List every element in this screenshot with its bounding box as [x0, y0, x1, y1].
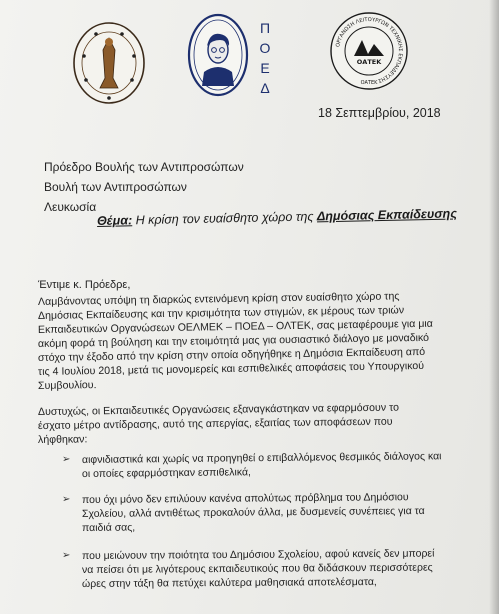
- paragraph-line: Δυστυχώς, οι Εκπαιδευτικές Οργανώσεις εξαναγκάστηκαν να εφαρμόσουν το: [37, 401, 400, 418]
- paragraph-line: ακόμη φορά τη βούληση και την ετοιμότητά μας για ουσιαστικό διάλογο με μοναδικό: [37, 331, 430, 350]
- letter-subject: [97, 206, 457, 228]
- bullet-line: ώρες στην τάξη θα πετύχει καλύτερα μαθησιακά αποτελέσματα,: [81, 575, 377, 590]
- bullet-line: οι οποίες εφαρμόστηκαν εσπιθελικά,: [81, 466, 251, 480]
- paragraph-line: λήφθηκαν:: [37, 433, 88, 446]
- paragraph-line: Συμβουλίου.: [37, 379, 97, 392]
- recipient-line: Λευκωσία: [44, 200, 97, 214]
- subject-label: Θέμα:: [96, 213, 133, 228]
- oatek-seal-logo: [328, 10, 410, 92]
- paragraph-line: τις 4 Ιουλίου 2018, μετά τις μονομερείς και εσπιθελικές αποφάσεις του Υπουργικού: [37, 359, 425, 378]
- page-shadow: [489, 0, 499, 614]
- recipient-line: Πρόεδρο Βουλής των Αντιπροσώπων: [44, 160, 244, 174]
- oatek-bottom-text: ΟΑΤΕΚ: [360, 80, 378, 86]
- poed-letter: Ο: [259, 40, 271, 56]
- oatek-ring-text: ΟΡΓΑΝΩΣΗ ΛΕΙΤΟΥΡΓΩΝ ΤΕΧΝΙΚΗΣ ΕΚΠΑΙΔΕΥΣΗΣ: [335, 16, 404, 84]
- poed-letters: [254, 18, 276, 98]
- paragraph-line: Λαμβάνοντας υπόψη τη διαρκώς εντεινόμενη κρίση στον ευαίσθητο χώρο της: [37, 290, 400, 308]
- oatek-logo-text: ΟΑΤΕΚ: [356, 58, 382, 66]
- salutation: Έντιμε κ. Πρόεδρε,: [38, 279, 131, 291]
- subject-emphasis: Δημόσιας Εκπαίδευσης: [316, 206, 458, 224]
- bullet-line: να πείσει ότι με λιγότερους εκπαιδευτικούς που θα διδάσκουν περισσότερες: [81, 561, 433, 576]
- bullet-line: Σχολείου, αλλά αντιθέτως προκαλούν άλλα, με δυσμενείς συνέπειες για τα: [81, 505, 425, 520]
- bullet-line: που όχι μόνο δεν επιλύουν κανένα απολύτως πρόβλημα του Δημόσιου: [81, 491, 409, 506]
- paragraph-line: Εκπαιδευτικών Οργανώσεων ΟΕΛΜΕΚ – ΠΟΕΔ – ΟΛΤΕΚ, σας μεταφέρουμε για μια: [37, 317, 433, 336]
- subject-text: Η κρίση τον ευαίσθητο χώρο της: [132, 209, 318, 228]
- bullet-line: που μειώνουν την ποιότητα του Δημόσιου Σχολείου, αφού κανείς δεν μπορεί: [81, 547, 435, 562]
- letter-date: 18 Σεπτεμβρίου, 2018: [318, 106, 441, 120]
- poed-letter: Ε: [260, 60, 270, 76]
- bullet-arrow-icon: ➢: [62, 550, 71, 561]
- poed-letter: Π: [259, 20, 271, 36]
- paragraph-line: έσχατο μέτρο αντίδρασης, αυτό της απεργίας, εξαιτίας των αποφάσεων που: [37, 415, 393, 432]
- paragraph-line: Δημόσιας Εκπαίδευσης και την κρισιμότητα των στιγμών, εκ μέρους των τριών: [37, 304, 405, 322]
- recipient-line: Βουλή των Αντιπροσώπων: [44, 180, 187, 194]
- bullet-arrow-icon: ➢: [62, 494, 71, 505]
- bullet-line: παιδιά σας,: [81, 521, 136, 534]
- paragraph-line: στόχο την έξοδο από την κρίση στην οποία οδηγήθηκε η Δημόσια Εκπαίδευση από: [37, 345, 426, 364]
- bullet-line: αιφνιδιαστικά και χωρίς να προηγηθεί ο επιβαλλόμενος θεσμικός διάλογος και: [81, 450, 442, 466]
- poed-letter: Δ: [260, 80, 270, 96]
- poed-portrait-logo: [186, 12, 250, 98]
- bullet-arrow-icon: ➢: [62, 454, 71, 465]
- oelmek-seal-logo: [70, 20, 148, 106]
